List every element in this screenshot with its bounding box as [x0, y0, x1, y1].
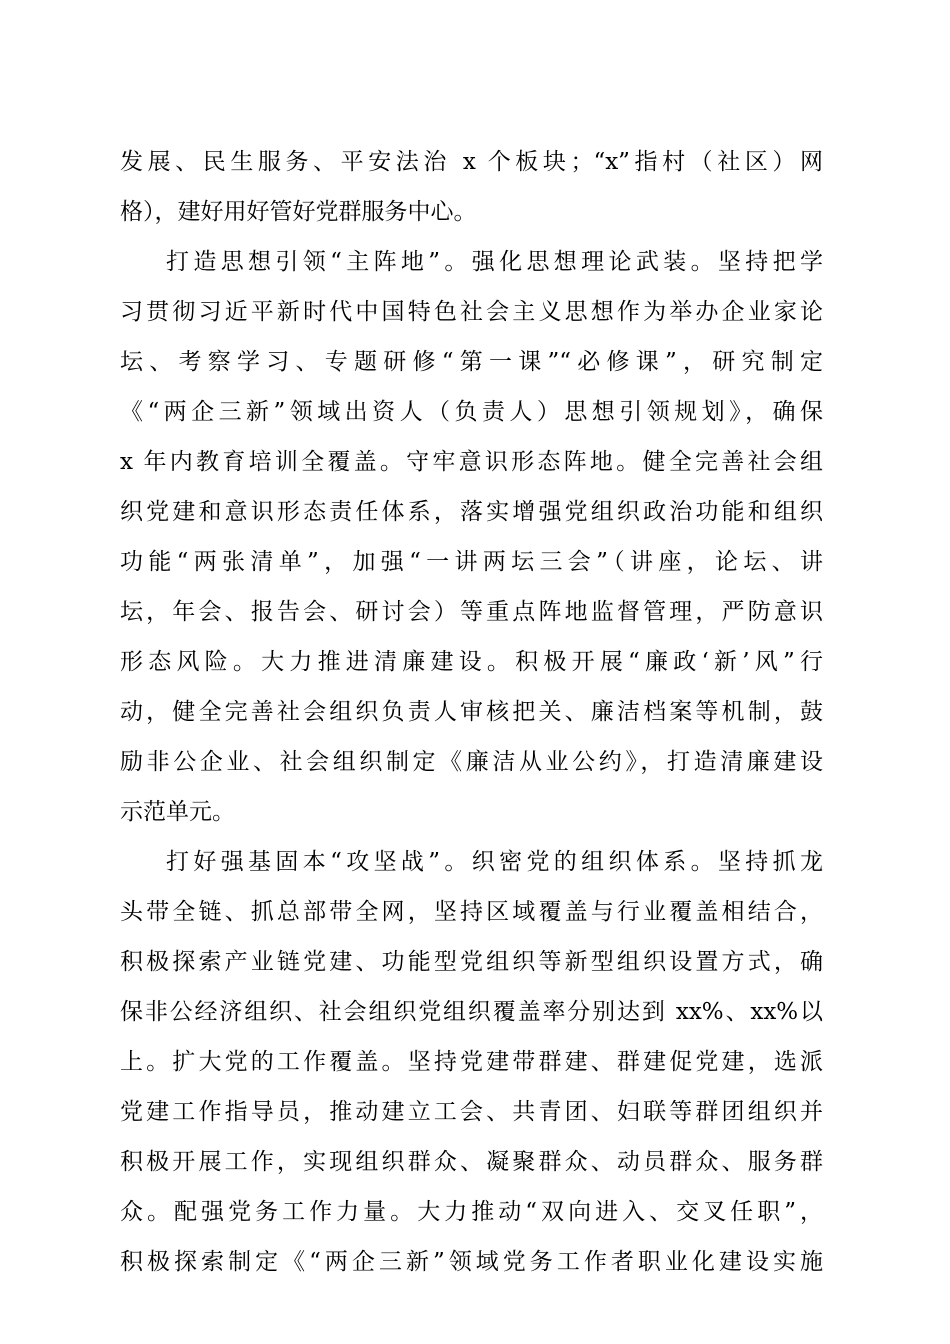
text-line: 《“两企三新”领域出资人（负责人）思想引领规划》，确保	[120, 399, 823, 425]
document-body	[120, 137, 823, 1287]
text-line: 习贯彻习近平新时代中国特色社会主义思想作为举办企业家论	[120, 299, 823, 325]
text-line: 众。配强党务工作力量。大力推动“双向进入、交叉任职”，	[120, 1199, 823, 1225]
paragraph-strengthen-foundation	[120, 837, 823, 1287]
text-line: 积极开展工作，实现组织群众、凝聚群众、动员群众、服务群	[120, 1149, 823, 1175]
text-line: 打好强基固本“攻坚战”。织密党的组织体系。坚持抓龙	[166, 849, 823, 875]
paragraph-continuation	[120, 137, 823, 237]
text-line: 形态风险。大力推进清廉建设。积极开展“廉政‘新’风”行	[120, 649, 823, 675]
text-line: 发展、民生服务、平安法治 x 个板块；“x”指村（社区）网	[120, 149, 823, 175]
paragraph-ideological-guidance	[120, 237, 823, 837]
text-line: 保非公经济组织、社会组织党组织覆盖率分别达到 xx%、xx%以	[120, 999, 823, 1025]
text-line: 积极探索制定《“两企三新”领域党务工作者职业化建设实施	[120, 1249, 823, 1275]
text-line: 积极探索产业链党建、功能型党组织等新型组织设置方式，确	[120, 949, 823, 975]
text-line: 示范单元。	[120, 799, 235, 825]
text-line: 动，健全完善社会组织负责人审核把关、廉洁档案等机制，鼓	[120, 699, 823, 725]
text-line: 织党建和意识形态责任体系，落实增强党组织政治功能和组织	[120, 499, 823, 525]
text-line: 打造思想引领“主阵地”。强化思想理论武装。坚持把学	[166, 249, 823, 275]
text-line: 格），建好用好管好党群服务中心。	[120, 199, 477, 225]
text-line: 党建工作指导员，推动建立工会、共青团、妇联等群团组织并	[120, 1099, 823, 1125]
text-line: 上。扩大党的工作覆盖。坚持党建带群建、群建促党建，选派	[120, 1049, 823, 1075]
text-line: 功能“两张清单”，加强“一讲两坛三会”（讲座，论坛、讲	[120, 549, 823, 575]
text-line: 励非公企业、社会组织制定《廉洁从业公约》，打造清廉建设	[120, 749, 823, 775]
text-line: 头带全链、抓总部带全网，坚持区域覆盖与行业覆盖相结合，	[120, 899, 823, 925]
text-line: 坛、考察学习、专题研修“第一课”“必修课”，研究制定	[120, 349, 823, 375]
text-line: x 年内教育培训全覆盖。守牢意识形态阵地。健全完善社会组	[120, 449, 823, 475]
text-line: 坛，年会、报告会、研讨会）等重点阵地监督管理，严防意识	[120, 599, 823, 625]
